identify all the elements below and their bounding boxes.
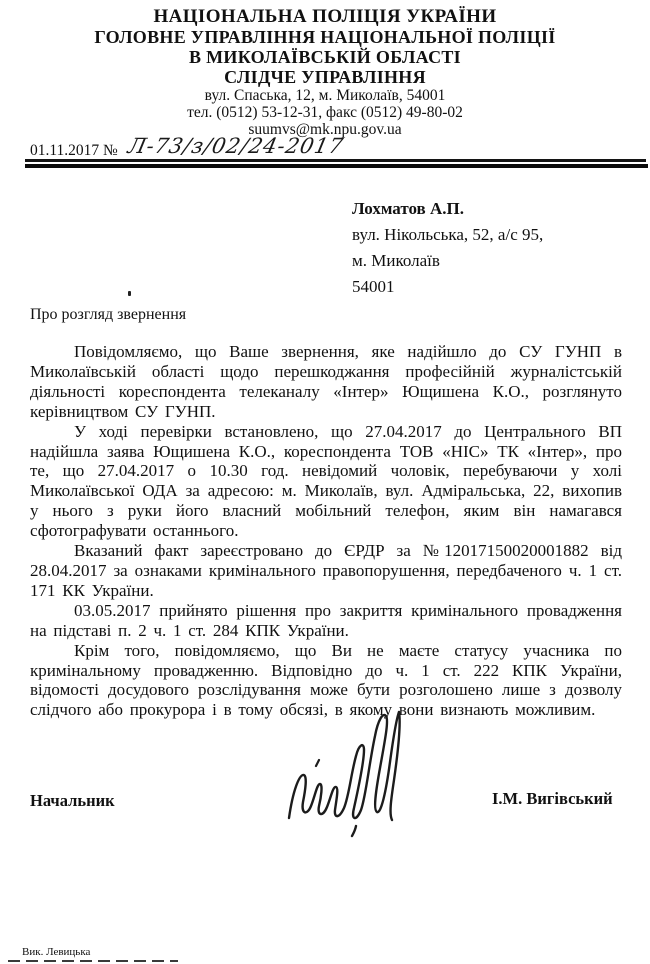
body-paragraph: Повідомляємо, що Ваше звернення, яке надійшло до СУ ГУНП в Миколаївській області щодо перешкоджання професійній журналістській діяльності кореспондента телеканалу «Інтер» Ющишена К.О., розглянуто керівництвом СУ ГУНП. — [30, 342, 622, 421]
subject-line: Про розгляд звернення — [30, 306, 187, 323]
body-paragraph: Крім того, повідомляємо, що Ви не маєте статусу учасника по кримінальному провадженню. Відповідно до ч. 1 ст. 222 КПК України, відомості досудового розслідування може бути розголошено лише з дозволу слідчого або прокурора і в тому обсязі, в якому вони визнають можливим. — [30, 640, 622, 720]
recipient-block — [352, 196, 543, 300]
letterhead-rule-bottom — [25, 164, 648, 168]
recipient-name: Лохматов А.П. — [352, 199, 464, 218]
signature-scribble — [283, 704, 403, 840]
letterhead-phone-fax: тел. (0512) 53-12-31, факс (0512) 49-80-02 — [187, 104, 463, 121]
body-paragraph: Вказаний факт зареєстровано до ЄРДР за №12017150020001882 від 28.04.2017 за ознаками кримінального правопорушення, передбаченого ч. 1 ст. 171 КК України. — [30, 541, 622, 600]
recipient-postal-code: 54001 — [352, 277, 395, 296]
signature-position-title: Начальник — [30, 791, 115, 810]
org-name-line3: В МИКОЛАЇВСЬКІЙ ОБЛАСТІ — [189, 47, 461, 67]
letterhead — [0, 6, 650, 138]
body-paragraph: 03.05.2017 прийнято рішення про закриття кримінального провадження на підставі п. 2 ч. 1 ст. 284 КПК України. — [30, 600, 622, 640]
recipient-city: м. Миколаїв — [352, 251, 440, 270]
letterhead-address: вул. Спаська, 12, м. Миколаїв, 54001 — [204, 87, 446, 104]
org-name-line2: ГОЛОВНЕ УПРАВЛІННЯ НАЦІОНАЛЬНОЇ ПОЛІЦІЇ — [94, 27, 556, 47]
reference-date: 01.11.2017 № — [30, 142, 118, 159]
letterhead-rule-top — [25, 159, 646, 162]
recipient-address: вул. Нікольська, 52, а/с 95, — [352, 225, 544, 244]
reference-number-handwritten: Л-73/з/02/24-2017 — [119, 134, 356, 161]
scan-artifact-dot — [128, 291, 131, 296]
letter-body — [30, 342, 622, 720]
scan-artifact-line — [8, 960, 178, 962]
org-name-line1: НАЦІОНАЛЬНА ПОЛІЦІЯ УКРАЇНИ — [153, 6, 497, 27]
letterhead-email: suumvs@mk.npu.gov.ua — [248, 121, 402, 138]
body-paragraph: У ході перевірки встановлено, що 27.04.2017 до Центрального ВП надійшла заява Ющишена К.О., кореспондента ТОВ «НІС» ТК «Інтер», про те, що 27.04.2017 о 10.30 год. невідомий чоловік, перебуваючи у холі Миколаївської ОДА за адресою: м. Миколаїв, вул. Адміральська, 22, вихопив у нього з руки його власний мобільний телефон, яким він намагався сфотографувати останнього. — [30, 421, 622, 541]
org-name-line4: СЛІДЧЕ УПРАВЛІННЯ — [224, 67, 426, 87]
signer-name: І.М. Вигівський — [492, 789, 613, 808]
executor-note: Вик. Левицька — [22, 946, 91, 958]
